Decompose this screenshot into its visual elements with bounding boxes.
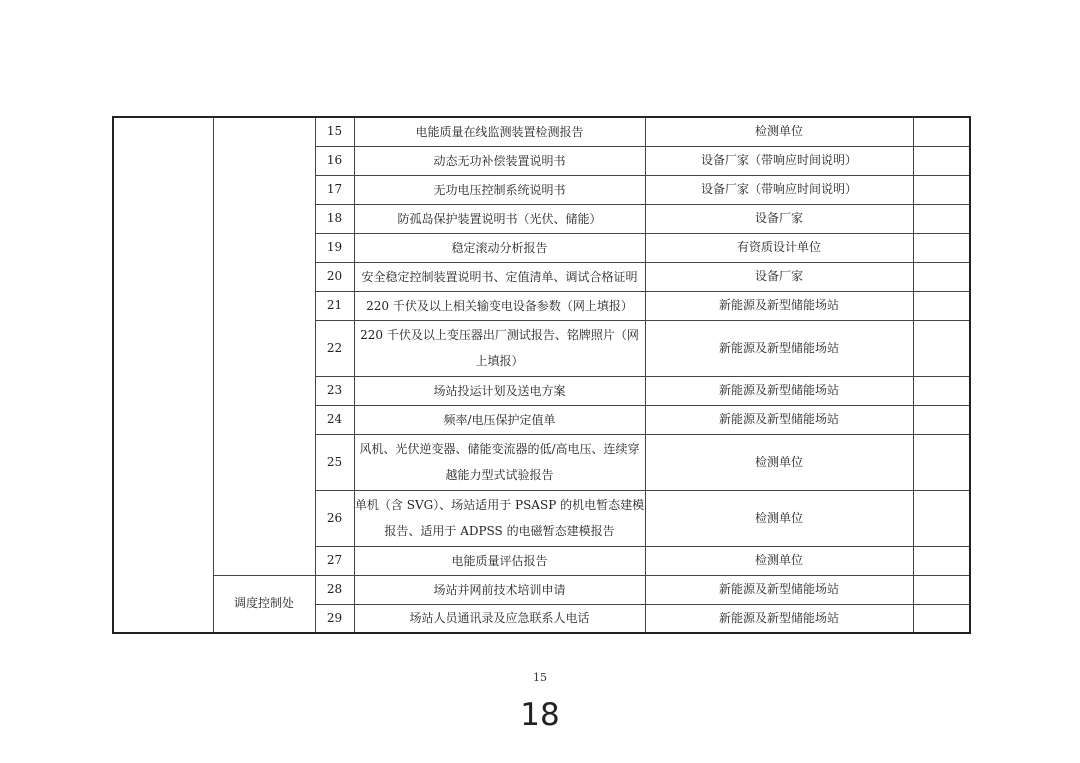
document-name: 电能质量评估报告 [354,546,645,575]
provider: 新能源及新型储能场站 [645,604,913,633]
table-row [113,575,970,604]
remark-cell [913,117,970,146]
remark-cell [913,604,970,633]
document-name: 220 千伏及以上变压器出厂测试报告、铭牌照片（网上填报） [354,320,645,376]
remark-cell [913,434,970,490]
row-number: 21 [315,291,354,320]
row-number: 26 [315,490,354,546]
document-name: 场站并网前技术培训申请 [354,575,645,604]
document-name: 场站投运计划及送电方案 [354,376,645,405]
document-name: 防孤岛保护装置说明书（光伏、储能） [354,204,645,233]
provider: 新能源及新型储能场站 [645,376,913,405]
table-row [113,117,970,146]
row-number: 18 [315,204,354,233]
provider: 检测单位 [645,434,913,490]
remark-cell [913,405,970,434]
remark-cell [913,233,970,262]
row-number: 20 [315,262,354,291]
provider: 设备厂家（带响应时间说明） [645,146,913,175]
row-number: 28 [315,575,354,604]
provider: 新能源及新型储能场站 [645,320,913,376]
department-cell [213,117,315,575]
row-number: 17 [315,175,354,204]
provider: 设备厂家 [645,204,913,233]
printed-page-number: 15 [533,671,547,684]
remark-cell [913,291,970,320]
document-name: 单机（含 SVG）、场站适用于 PSASP 的机电暂态建模报告、适用于 ADPSS 的电磁暂态建模报告 [354,490,645,546]
provider: 检测单位 [645,117,913,146]
provider: 检测单位 [645,546,913,575]
document-name: 稳定滚动分析报告 [354,233,645,262]
document-name: 频率/电压保护定值单 [354,405,645,434]
row-number: 27 [315,546,354,575]
department-cell [113,117,213,633]
remark-cell [913,262,970,291]
remark-cell [913,146,970,175]
document-name: 220 千伏及以上相关输变电设备参数（网上填报） [354,291,645,320]
document-name: 无功电压控制系统说明书 [354,175,645,204]
document-name: 动态无功补偿装置说明书 [354,146,645,175]
row-number: 25 [315,434,354,490]
requirements-table [112,116,971,634]
provider: 新能源及新型储能场站 [645,575,913,604]
provider: 设备厂家 [645,262,913,291]
row-number: 29 [315,604,354,633]
remark-cell [913,204,970,233]
department-cell: 调度控制处 [213,575,315,633]
row-number: 15 [315,117,354,146]
remark-cell [913,376,970,405]
row-number: 16 [315,146,354,175]
remark-cell [913,575,970,604]
provider: 新能源及新型储能场站 [645,405,913,434]
provider: 新能源及新型储能场站 [645,291,913,320]
row-number: 23 [315,376,354,405]
row-number: 24 [315,405,354,434]
remark-cell [913,490,970,546]
row-number: 22 [315,320,354,376]
viewer-page-number: 18 [520,697,560,733]
provider: 有资质设计单位 [645,233,913,262]
document-name: 电能质量在线监测装置检测报告 [354,117,645,146]
provider: 检测单位 [645,490,913,546]
document-name: 安全稳定控制装置说明书、定值清单、调试合格证明 [354,262,645,291]
provider: 设备厂家（带响应时间说明） [645,175,913,204]
row-number: 19 [315,233,354,262]
document-name: 风机、光伏逆变器、储能变流器的低/高电压、连续穿越能力型式试验报告 [354,434,645,490]
document-name: 场站人员通讯录及应急联系人电话 [354,604,645,633]
remark-cell [913,175,970,204]
remark-cell [913,546,970,575]
remark-cell [913,320,970,376]
